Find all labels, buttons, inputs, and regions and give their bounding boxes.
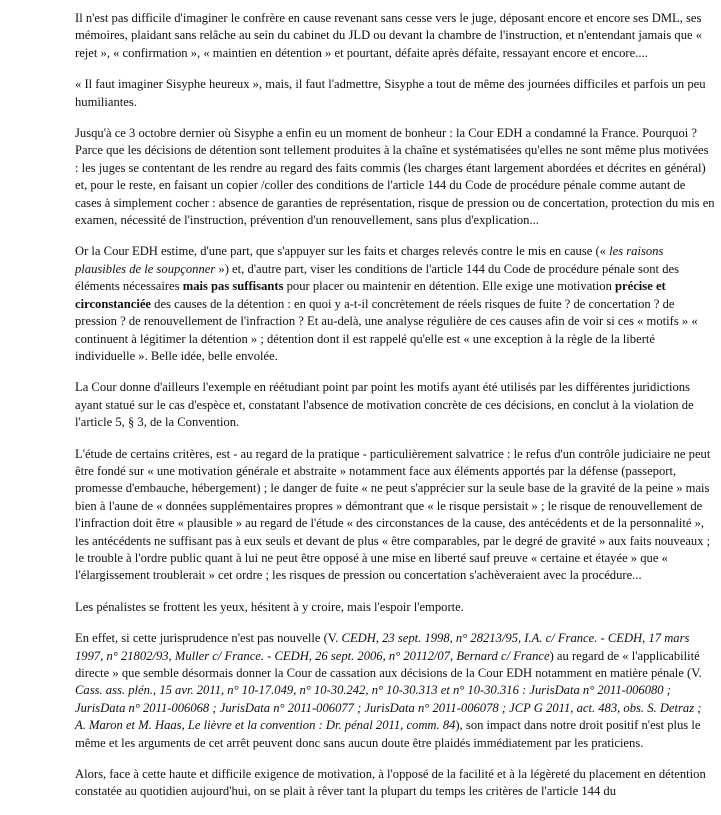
paragraph-1 <box>75 10 715 62</box>
paragraph-text: ») et, d'autre part, viser les conditions de l'article 144 du Code de procédure pénale sont des éléments nécessaires <box>75 261 679 294</box>
paragraph-6 <box>75 446 715 585</box>
paragraph-text: Jusqu'à ce 3 octobre dernier où Sisyphe a enfin eu un moment de bonheur : la Cour EDH a condamné la France. Pourquoi ? Parce que les décisions de détention sont tellement produites à la chaîne et systématisées qu'elles ne sont même plus motivées : les juges se contentant de les rendre au regard des faits commis (les charges étant largement abordées et décrites en général) et, pour le reste, en faisant un copier /coller des conditions de l'article 144 du Code de procédure pénale comme autant de cases à simplement cocher : absence de garanties de représentation, risque de pression ou de concertation, protection du mis en examen, nécessité de l'instruction, prévention d'un renouvellement, sans plus d'explication... <box>75 126 715 228</box>
paragraph-text: « Il faut imaginer Sisyphe heureux », mais, il faut l'admettre, Sisyphe a tout de même des journées difficiles et parfois un peu humiliantes. <box>75 77 706 109</box>
italic-text: les raisons plausibles de le soupçonner <box>75 244 664 276</box>
paragraph-4 <box>75 243 715 365</box>
paragraph-text: pour placer ou maintenir en détention. Elle exige une motivation <box>283 279 616 294</box>
paragraph-2 <box>75 76 715 111</box>
paragraph-text: Or la Cour EDH estime, d'une part, que s'appuyer sur les faits et charges relevés contre le mis en cause (« <box>75 244 610 259</box>
paragraph-5 <box>75 379 715 431</box>
paragraph-text: Il n'est pas difficile d'imaginer le confrère en cause revenant sans cesse vers le juge, déposant encore et encore ses DML, ses mémoires, plaidant sans relâche au sein du cabinet du JLD ou devant la chambre de l'instruction, et n'entendant jamais que « rejet », « confirmation », « maintien en détention » et pourtant, défaite après défaite, ressayant encore et encore.... <box>75 11 703 60</box>
paragraph-3 <box>75 125 715 229</box>
paragraph-7 <box>75 599 715 616</box>
bold-text: précise et circonstanciée <box>75 279 666 311</box>
italic-text: Cass. ass. plén., 15 avr. 2011, n° 10-17.049, n° 10-30.242, n° 10-30.313 et n° 10-30.316 : JurisData n° 2011-006080 ; JurisData n° 2011-006068 ; JurisData n° 2011-006077 ; JurisData n° 2011-006078 ; JCP G 2011, act. 483, obs. S. Detraz ; A. Maron et M. Haas, Le lièvre et la convention : Dr. pénal 2011, comm. 84 <box>75 683 702 733</box>
paragraph-text: ) au regard de « l'applicabilité directe » que semble désormais donner la Cour de cassation aux décisions de la Cour EDH notamment en matière pénale (V. <box>75 648 702 680</box>
paragraph-text: Les pénalistes se frottent les yeux, hésitent à y croire, mais l'espoir l'emporte. <box>75 599 464 614</box>
bold-text: mais pas suffisants <box>182 279 284 294</box>
paragraph-text: En effet, si cette jurisprudence n'est pas nouvelle (V. <box>75 631 342 646</box>
italic-text: CEDH, 23 sept. 1998, n° 28213/95, I.A. c/ France. - CEDH, 17 mars 1997, n° 21802/93, Muller c/ France. - CEDH, 26 sept. 2006, n° 20112/07, Bernard c/ France <box>75 631 690 663</box>
paragraph-text: La Cour donne d'ailleurs l'exemple en réétudiant point par point les motifs ayant été utilisés par les différentes juridictions ayant statué sur le cas d'espèce et, constatant l'absence de motivation concrète de ces décisions, en conclut à la violation de l'article 5, § 3, de la Convention. <box>75 380 694 430</box>
paragraph-text: ), son impact dans notre droit positif n'est plus le même et les arguments de cet arrêt peuvent donc sans aucun doute être plaidés immédiatement par les praticiens. <box>75 718 701 750</box>
paragraph-text: L'étude de certains critères, est - au regard de la pratique - particulièrement salvatrice : le refus d'un contrôle judiciaire ne peut être fondé sur « une motivation générale et abstraite » notamment face aux éléments apportés par la défense (passeport, promesse d'embauche, hébergement) ; le danger de fuite « ne peut s'apprécier sur la seule base de la gravité de la peine » mais bien à l'aune de « données supplémentaires propres » démontrant que « le risque persistait » ; le risque de renouvellement de l'infraction doit être « plausible » au regard de l'étude « des circonstances de la cause, des antécédents et de la personnalité », les antécédents ne suffisant pas à eux seuls et devant de plus « être comparables, par le degré de gravité » aux faits nouveaux ; le trouble à l'ordre public quant à lui ne peut être opposé à une mise en liberté sauf preuve « certaine et étayée » que « l'élargissement troublerait » cet ordre ; les risques de pression ou concertation s'achèveraient avec la procédure... <box>75 446 711 583</box>
paragraph-8 <box>75 630 715 752</box>
paragraph-text: Alors, face à cette haute et difficile exigence de motivation, à l'opposé de la facilité et à la légèreté du placement en détention constatée au quotidien aujourd'hui, on se plait à rêver tant la plupart du temps les critères de l'article 144 du <box>75 767 706 799</box>
article-body <box>75 10 715 815</box>
paragraph-9 <box>75 766 715 801</box>
paragraph-text: des causes de la détention : en quoi y a-t-il concrètement de réels risques de fuite ? de concertation ? de pression ? de renouvellement de l'infraction ? Et au-delà, une analyse régulière de ces causes afin de voir si ces « motifs » « continuent à légitimer la détention » ; détention dont il est rappelé qu'elle est « une exception à la règle de la liberté individuelle ». Belle idée, belle envolée. <box>75 296 698 363</box>
